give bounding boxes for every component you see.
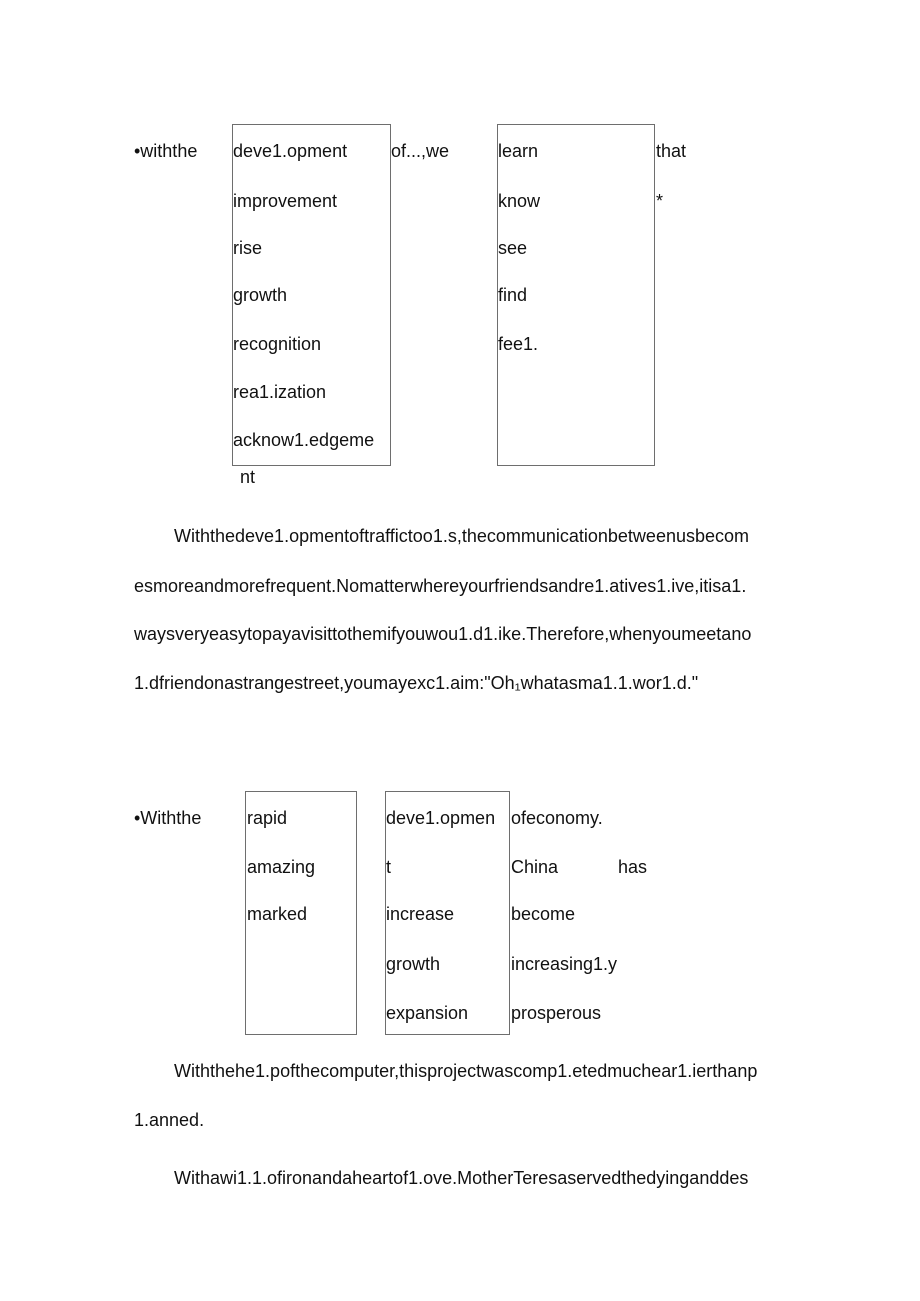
box1-word: rea1.ization <box>233 382 327 402</box>
tail-text: China <box>511 857 559 877</box>
box1-word: acknow1.edgeme <box>233 430 375 450</box>
box2-word: learn <box>498 141 539 161</box>
box3-word: rapid <box>247 808 288 828</box>
paragraph-line: Withthedeve1.opmentoftraffictoo1.s,thecommunicationbetweenusbecom <box>174 526 749 546</box>
paragraph-line: esmoreandmorefrequent.Nomatterwhereyourfriendsandre1.atives1.ive,itisa1. <box>134 576 747 596</box>
box1-word: deve1.opment <box>233 141 348 161</box>
paragraph-line: Withawi1.1.ofironandaheartof1.ove.MotherTeresaservedthedyinganddes <box>174 1168 749 1188</box>
box2-word: find <box>498 285 528 305</box>
box4-word: deve1.opmen <box>386 808 496 828</box>
box4-word: expansion <box>386 1003 469 1023</box>
box2-word: know <box>498 191 541 211</box>
tail-text: prosperous <box>511 1003 602 1023</box>
tail-text: has <box>618 857 648 877</box>
box4-word: increase <box>386 904 455 924</box>
middle-text: of...,we <box>391 141 450 161</box>
tail-text: that <box>656 141 687 161</box>
box2-word: see <box>498 238 528 258</box>
bullet-lead: •Withthe <box>134 808 202 828</box>
box1-word: improvement <box>233 191 338 211</box>
tail-text: increasing1.y <box>511 954 618 974</box>
box1-word-overflow: nt <box>240 467 256 487</box>
paragraph-line: waysveryeasytopayavisittothemifyouwou1.d1.ike.Therefore,whenyoumeetano <box>134 624 752 644</box>
tail-text: ofeconomy. <box>511 808 603 828</box>
box1-word: growth <box>233 285 288 305</box>
paragraph-line: 1.dfriendonastrangestreet,youmayexc1.aim:"Oh₁whatasma1.1.wor1.d." <box>134 673 699 693</box>
paragraph-line: 1.anned. <box>134 1110 205 1130</box>
tail-text: become <box>511 904 576 924</box>
bullet-lead: •withthe <box>134 141 198 161</box>
box1-word: recognition <box>233 334 322 354</box>
box2-word: fee1. <box>498 334 539 354</box>
box4-word: growth <box>386 954 441 974</box>
box4-word: t <box>386 857 392 877</box>
box3-word: amazing <box>247 857 316 877</box>
box1-word: rise <box>233 238 263 258</box>
tail-text: * <box>656 191 664 211</box>
paragraph-line: Withthehe1.pofthecomputer,thisprojectwascomp1.etedmuchear1.ierthanp <box>174 1061 758 1081</box>
box3-word: marked <box>247 904 308 924</box>
